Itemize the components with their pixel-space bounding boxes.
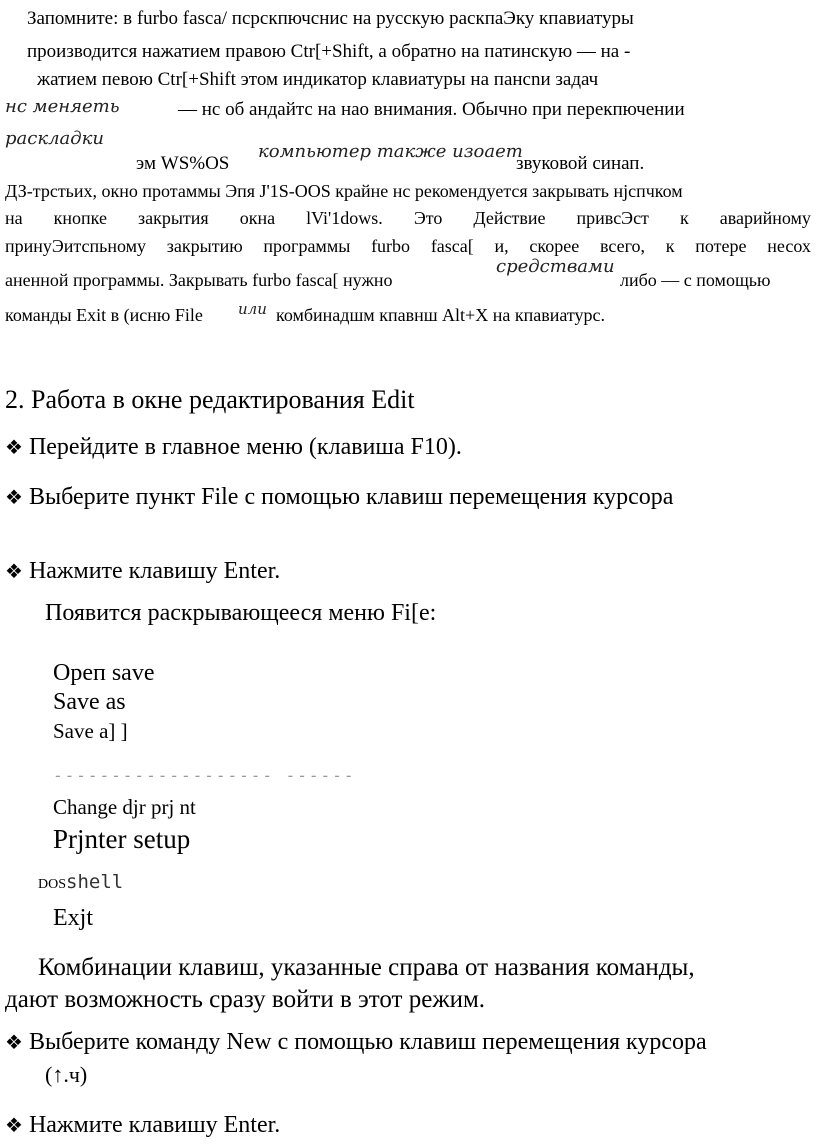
bullet-item-1: ❖ Перейдите в главное меню (клавиша F10). <box>5 434 462 460</box>
para2-line4-pre: аненной программы. Закрывать furbo fasca[ нужно <box>5 270 393 290</box>
section-heading: 2. Работа в окне редактирования Edit <box>5 385 415 414</box>
para1-handwritten-2: раскладки <box>5 128 105 149</box>
diamond-bullet-icon: ❖ <box>5 1032 23 1054</box>
para1-line3: жатием певою Ctr[+Shift этом индикатор клавиатуры на пансnи задач <box>37 69 599 90</box>
para2-handwritten-2: или <box>238 300 267 318</box>
para2-line1: ДЗ-трстьих, окно протаммы Эпя J'1S-OOS крайне нс рекомендуется закрывать нјспчком <box>5 181 683 201</box>
para2-line4-post: либо — с помощью <box>620 270 771 290</box>
para2-line2: на кнопке закрытия окна lVi'1dows. Это Действие привсЭст к аварийному <box>5 208 811 228</box>
para1-line2: производится нажатием правою Ctr[+Shift, а обратно на патинскую — на - <box>27 41 631 62</box>
menu-item-save-as: Save as <box>53 689 126 715</box>
bullet-item-5: ❖ Нажмите клавишу Enter. <box>5 1112 281 1138</box>
para1-line6-pre: эм WS%OS <box>136 153 230 174</box>
menu-item-exit: Exjt <box>53 905 93 931</box>
menu-intro: Появится раскрывающееся меню Fi[e: <box>45 600 437 626</box>
para2-line5-post: комбинадшм кпавнш Alt+X на кпавиатурс. <box>276 305 605 325</box>
bullet-item-3: ❖ Нажмите клавишу Enter. <box>5 558 281 584</box>
para2-line3: принуЭитспьному закрытию программы furbo fasca[ и, скорее всего, к потере несох <box>5 236 811 256</box>
combo-text-line1: Комбинации клавиш, указанные справа от названия команды, <box>38 954 695 981</box>
diamond-bullet-icon: ❖ <box>5 487 23 509</box>
para1-handwritten-3: компьютер также изоает <box>258 141 523 162</box>
bullet-item-4-cont: (↑.ч) <box>45 1062 88 1087</box>
para1-line6-post: звуковой синап. <box>516 153 645 174</box>
combo-text-line2: дают возможность сразу войти в этот режим. <box>5 986 486 1013</box>
para2-handwritten-1: средствами <box>496 256 615 277</box>
diamond-bullet-icon: ❖ <box>5 1115 23 1137</box>
para2-line5-pre: команды Exit в (исню File <box>5 305 203 325</box>
bullet-item-2: ❖ Выберите пункт File с помощью клавиш перемещения курсора <box>5 484 674 510</box>
diamond-bullet-icon: ❖ <box>5 561 23 583</box>
menu-item-change-dir: Change djr prj nt <box>53 795 196 819</box>
menu-item-printer-setup: Prjnter setup <box>53 824 191 854</box>
para1-line1: Запомните: в furbo fasca/ псрскпючснис на русскую раскпаЭку кпавиатуры <box>27 8 634 29</box>
para1-line4: — нс об андайтс на нао внимания. Обычно при перекпючении <box>178 99 685 120</box>
diamond-bullet-icon: ❖ <box>5 437 23 459</box>
menu-item-open-save: Ореп save <box>53 660 155 686</box>
menu-item-dos-shell: DOSshell <box>38 871 124 893</box>
menu-item-save-all: Save a] ] <box>53 719 128 743</box>
para1-handwritten-1: нс меняеть <box>5 96 120 117</box>
menu-separator: ------------------- ------ <box>53 766 356 785</box>
bullet-item-4: ❖ Выберите команду New с помощью клавиш перемещения курсора <box>5 1029 707 1055</box>
